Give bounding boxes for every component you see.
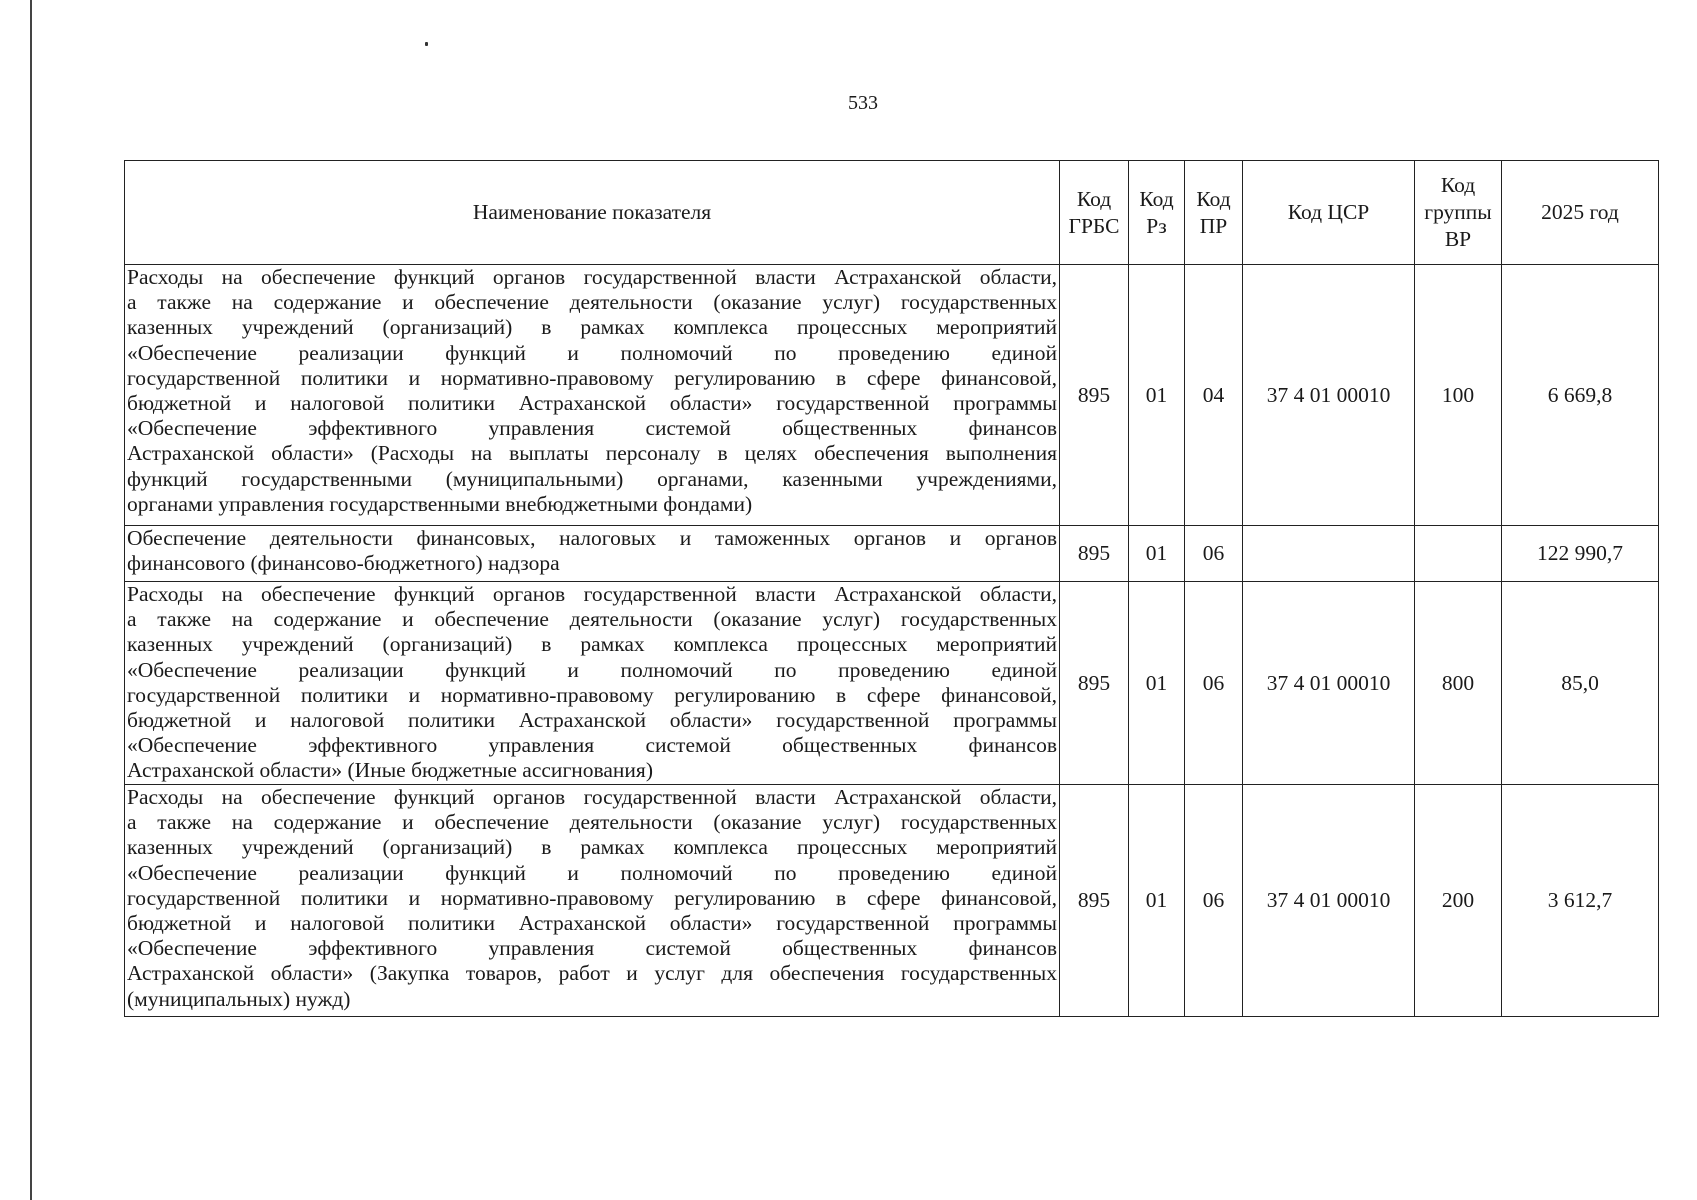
row-rz-code: 01 — [1129, 265, 1185, 526]
row-name-line: «Обеспечение реализации функций и полномочий по проведению единой — [127, 340, 1057, 365]
row-amount-2025: 6 669,8 — [1502, 265, 1659, 526]
table-row — [125, 526, 1659, 582]
row-vr-code: 800 — [1415, 582, 1502, 785]
header-rz: Код Рз — [1129, 161, 1185, 265]
row-rz-code: 01 — [1129, 785, 1185, 1017]
row-name-line: «Обеспечение эффективного управления системой общественных финансов — [127, 936, 1057, 961]
row-rz-code: 01 — [1129, 582, 1185, 785]
row-grbs-code: 895 — [1060, 582, 1129, 785]
table-row — [125, 265, 1659, 526]
row-rz-code: 01 — [1129, 526, 1185, 582]
scan-speck — [425, 42, 428, 46]
table-row — [125, 785, 1659, 1017]
row-name-line: казенных учреждений (организаций) в рамках комплекса процессных мероприятий — [127, 835, 1057, 860]
row-name-line: государственной политики и нормативно-правовому регулированию в сфере финансовой, — [127, 885, 1057, 910]
row-name-line: государственной политики и нормативно-правовому регулированию в сфере финансовой, — [127, 365, 1057, 390]
row-name-line: Астраханской области» (Иные бюджетные ассигнования) — [127, 758, 653, 783]
header-pr: Код ПР — [1185, 161, 1243, 265]
row-name-line: а также на содержание и обеспечение деятельности (оказание услуг) государственных — [127, 810, 1057, 835]
budget-table — [124, 160, 1659, 1017]
header-vr: Код группы ВР — [1415, 161, 1502, 265]
row-pr-code: 06 — [1185, 526, 1243, 582]
header-year: 2025 год — [1502, 161, 1659, 265]
row-name-line: «Обеспечение эффективного управления системой общественных финансов — [127, 416, 1057, 441]
row-name-line: «Обеспечение реализации функций и полномочий по проведению единой — [127, 860, 1057, 885]
row-name-line: Расходы на обеспечение функций органов государственной власти Астраханской области, — [127, 265, 1057, 289]
row-csr-code: 37 4 01 00010 — [1243, 582, 1415, 785]
header-csr: Код ЦСР — [1243, 161, 1415, 265]
row-name-line: бюджетной и налоговой политики Астраханской области» государственной программы — [127, 708, 1057, 733]
row-grbs-code: 895 — [1060, 526, 1129, 582]
row-amount-2025: 3 612,7 — [1502, 785, 1659, 1017]
table-body — [125, 265, 1659, 1017]
row-amount-2025: 85,0 — [1502, 582, 1659, 785]
row-pr-code: 06 — [1185, 785, 1243, 1017]
table-row — [125, 582, 1659, 785]
row-vr-code — [1415, 526, 1502, 582]
row-csr-code: 37 4 01 00010 — [1243, 265, 1415, 526]
row-vr-code: 200 — [1415, 785, 1502, 1017]
row-grbs-code: 895 — [1060, 785, 1129, 1017]
row-grbs-code: 895 — [1060, 265, 1129, 526]
row-name-line: (муниципальных) нужд) — [127, 986, 351, 1011]
row-name-cell — [125, 526, 1060, 582]
row-name-line: бюджетной и налоговой политики Астраханской области» государственной программы — [127, 391, 1057, 416]
row-name-cell — [125, 785, 1060, 1017]
table-header-row — [125, 161, 1659, 265]
row-csr-code — [1243, 526, 1415, 582]
row-name-line: бюджетной и налоговой политики Астраханской области» государственной программы — [127, 911, 1057, 936]
row-name-line: а также на содержание и обеспечение деятельности (оказание услуг) государственных — [127, 290, 1057, 315]
row-pr-code: 06 — [1185, 582, 1243, 785]
row-name-line: Астраханской области» (Расходы на выплаты персоналу в целях обеспечения выполнения — [127, 441, 1057, 466]
row-amount-2025: 122 990,7 — [1502, 526, 1659, 582]
row-name-line: финансового (финансово-бюджетного) надзора — [127, 551, 560, 576]
row-csr-code: 37 4 01 00010 — [1243, 785, 1415, 1017]
header-name: Наименование показателя — [125, 161, 1060, 265]
row-name-line: функций государственными (муниципальными) органами, казенными учреждениями, — [127, 466, 1057, 491]
row-name-cell — [125, 265, 1060, 526]
header-grbs: Код ГРБС — [1060, 161, 1129, 265]
page-number: 533 — [848, 92, 878, 114]
row-name-line: «Обеспечение эффективного управления системой общественных финансов — [127, 733, 1057, 758]
row-name-line: Астраханской области» (Закупка товаров, работ и услуг для обеспечения государственных — [127, 961, 1057, 986]
row-name-line: казенных учреждений (организаций) в рамках комплекса процессных мероприятий — [127, 315, 1057, 340]
row-name-line: а также на содержание и обеспечение деятельности (оказание услуг) государственных — [127, 607, 1057, 632]
row-name-line: Расходы на обеспечение функций органов государственной власти Астраханской области, — [127, 785, 1057, 809]
row-name-line: казенных учреждений (организаций) в рамках комплекса процессных мероприятий — [127, 632, 1057, 657]
row-name-line: государственной политики и нормативно-правовому регулированию в сфере финансовой, — [127, 682, 1057, 707]
row-name-line: органами управления государственными внебюджетными фондами) — [127, 491, 753, 516]
row-name-line: Обеспечение деятельности финансовых, налоговых и таможенных органов и органов — [127, 526, 1057, 550]
row-name-line: «Обеспечение реализации функций и полномочий по проведению единой — [127, 657, 1057, 682]
row-name-cell — [125, 582, 1060, 785]
row-pr-code: 04 — [1185, 265, 1243, 526]
scan-margin-line — [30, 0, 32, 1200]
row-vr-code: 100 — [1415, 265, 1502, 526]
row-name-line: Расходы на обеспечение функций органов государственной власти Астраханской области, — [127, 582, 1057, 606]
